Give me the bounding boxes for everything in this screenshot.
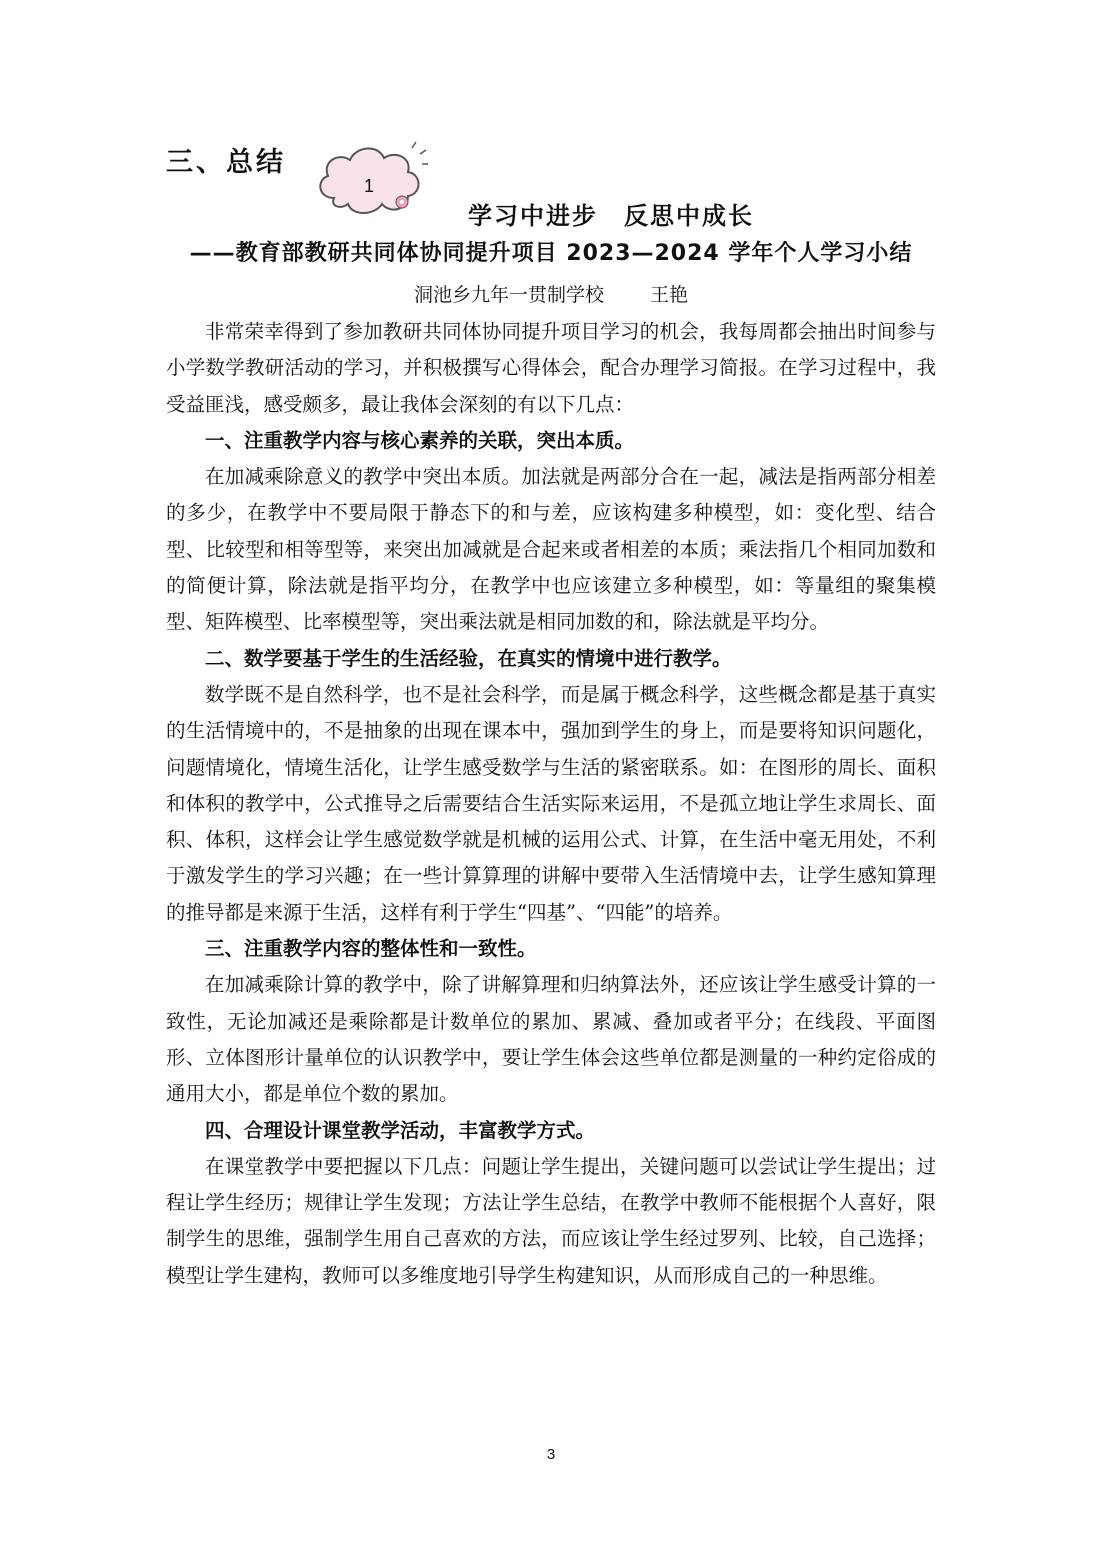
- badge-number: 1: [364, 176, 375, 196]
- byline: [0, 280, 1102, 307]
- point-2-heading: 二、数学要基于学生的生活经验，在真实的情境中进行教学。: [205, 646, 732, 670]
- point-3-paragraph: 在加减乘除计算的教学中，除了讲解算理和归纳算法外，还应该让学生感受计算的一致性，无论加减还是乘除都是计数单位的累加、累减、叠加或者平分；在线段、平面图形、立体图形计量单位的认识教学中，要让学生体会这些单位都是测量的一种约定俗成的通用大小，都是单位个数的累加。: [166, 973, 936, 1106]
- point-2-paragraph: 数学既不是自然科学，也不是社会科学，而是属于概念科学，这些概念都是基于真实的生活情境中的，不是抽象的出现在课本中，强加到学生的身上，而是要将知识问题化，问题情境化，情境生活化，让学生感受数学与生活的紧密联系。如：在图形的周长、面积和体积的教学中，公式推导之后需要结合生活实际来运用，不是孤立地让学生求周长、面积、体积，这样会让学生感觉数学就是机械的运用公式、计算，在生活中毫无用处，不利于激发学生的学习兴趣；在一些计算算理的讲解中要带入生活情境中去，让学生感知算理的推导都是来源于生活，这样有利于学生“四基”、“四能”的培养。: [166, 682, 936, 924]
- point-3-heading: 三、注重教学内容的整体性和一致性。: [205, 937, 537, 961]
- school-name: 洞池乡九年一贯制学校: [413, 284, 604, 306]
- author-name: 王艳: [650, 284, 689, 306]
- intro-paragraph: 非常荣幸得到了参加教研共同体协同提升项目学习的机会，我每周都会抽出时间参与小学数学教研活动的学习，并积极撰写心得体会，配合办理学习简报。在学习过程中，我受益匪浅，感受颇多，最让我体会深刻的有以下几点：: [166, 320, 936, 416]
- page-number: 3: [546, 1446, 556, 1463]
- point-1-heading: 一、注重教学内容与核心素养的关联，突出本质。: [205, 428, 635, 452]
- point-1-paragraph: 在加减乘除意义的教学中突出本质。加法就是两部分合在一起，减法是指两部分相差的多少，在教学中不要局限于静态下的和与差，应该构建多种模型，如：变化型、结合型、比较型和相等型等，来突出加减就是合起来或者相差的本质；乘法指几个相同加数和的简便计算，除法就是指平均分，在教学中也应该建立多种模型，如：等量组的聚集模型、矩阵模型、比率模型等，突出乘法就是相同加数的和，除法就是平均分。: [166, 465, 936, 634]
- point-4-heading: 四、合理设计课堂教学活动，丰富教学方式。: [205, 1118, 596, 1142]
- document-title: 学习中进步 反思中成长: [468, 202, 754, 230]
- section-title: 三、总结: [166, 147, 286, 178]
- document-subtitle: ——教育部教研共同体协同提升项目 2023—2024 学年个人学习小结: [189, 241, 913, 266]
- document-body: [166, 314, 936, 1294]
- point-4-paragraph: 在课堂教学中要把握以下几点：问题让学生提出，关键问题可以尝试让学生提出；过程让学生经历；规律让学生发现；方法让学生总结，在教学中教师不能根据个人喜好，限制学生的思维，强制学生用自己喜欢的方法，而应该让学生经过罗列、比较，自己选择；模型让学生建构，教师可以多维度地引导学生构建知识，从而形成自己的一种思维。: [166, 1154, 936, 1287]
